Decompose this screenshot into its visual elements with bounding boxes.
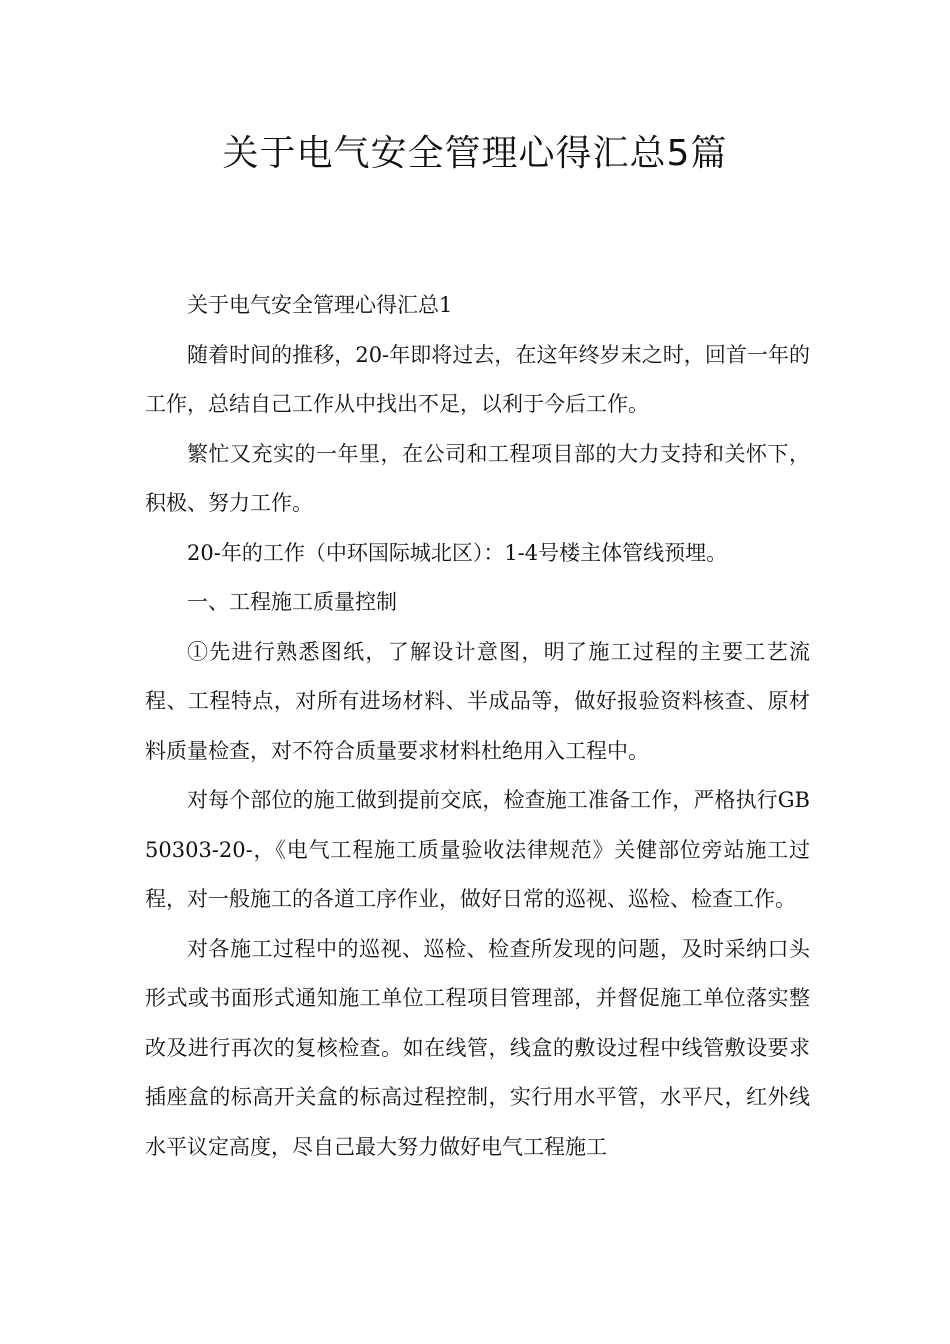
section-heading: 关于电气安全管理心得汇总1 [187,293,453,317]
paragraph: 繁忙又充实的一年里，在公司和工程项目部的大力支持和关怀下，积极、努力工作。 [145,441,810,515]
document-title: 关于电气安全管理心得汇总5篇 [222,133,728,174]
paragraph: 随着时间的推移，20-年即将过去，在这年终岁末之时，回首一年的工作，总结自己工作从中找出不足，以利于今后工作。 [145,342,810,416]
document-body [145,281,810,1172]
paragraph: 对每个部位的施工做到提前交底，检查施工准备工作，严格执行GB50303-20-，《电气工程施工质量验收法律规范》关健部位旁站施工过程，对一般施工的各道工序作业，做好日常的巡视、巡检、检查工作。 [145,788,810,911]
paragraph: 对各施工过程中的巡视、巡检、检查所发现的问题，及时采纳口头形式或书面形式通知施工单位工程项目管理部，并督促施工单位落实整改及进行再次的复核检查。如在线管，线盒的敷设过程中线管敷设要求插座盒的标高开关盒的标高过程控制，实行用水平管，水平尺，红外线水平议定高度，尽自己最大努力做好电气工程施工 [145,936,810,1159]
subsection-heading: 一、工程施工质量控制 [187,590,397,614]
paragraph: ①先进行熟悉图纸，了解设计意图，明了施工过程的主要工艺流程、工程特点，对所有进场材料、半成品等，做好报验资料核查、原材料质量检查，对不符合质量要求材料杜绝用入工程中。 [145,639,810,763]
paragraph: 20-年的工作（中环国际城北区）：1-4号楼主体管线预埋。 [187,540,728,565]
